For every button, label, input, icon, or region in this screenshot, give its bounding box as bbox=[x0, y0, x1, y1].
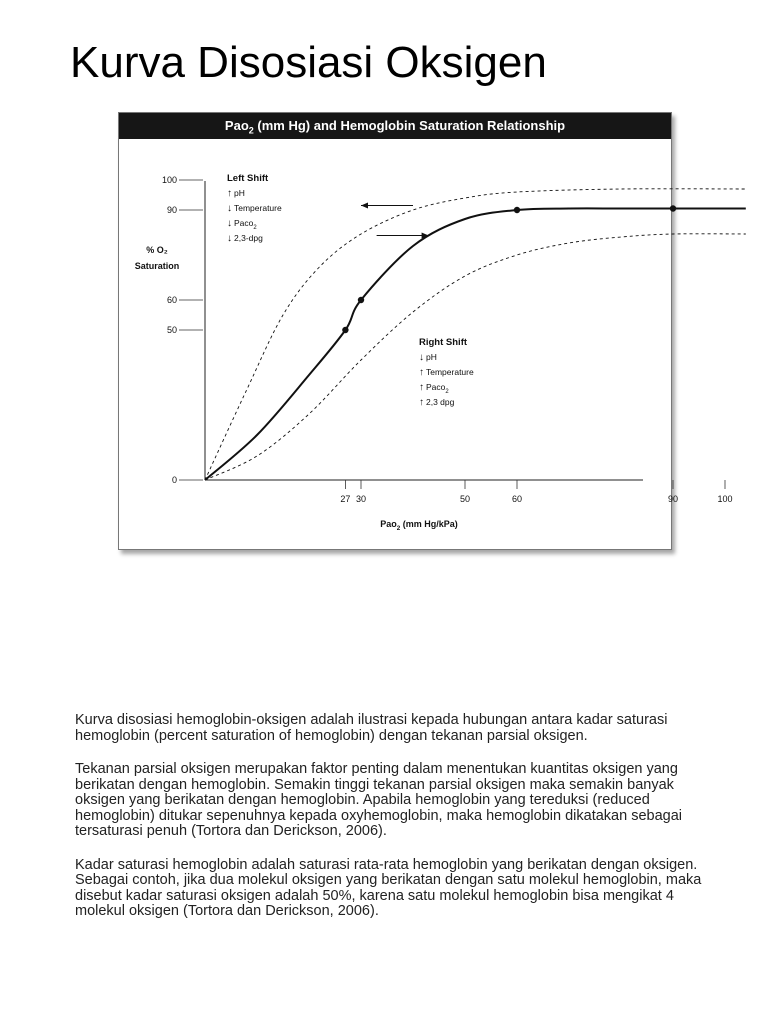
paragraph-1: Kurva disosiasi hemoglobin-oksigen adalah ilustrasi kepada hubungan antara kadar saturasi hemoglobin (percent saturation of hemoglobin) dengan tekanan parsial oksigen. bbox=[75, 712, 668, 744]
shift-curve-dashed-2 bbox=[205, 234, 746, 480]
left-shift-item-3: 2,3-dpg bbox=[234, 233, 263, 243]
x-tick-label-0: 27 bbox=[340, 494, 351, 504]
x-axis-label: Pao$_2$ (mm Hg/kPa) bbox=[380, 519, 458, 532]
oxygen-dissociation-curve-0 bbox=[205, 208, 746, 480]
left-shift-item-3-arrow-icon: ↓ bbox=[227, 233, 232, 244]
y-axis-label-line-2: Saturation bbox=[134, 261, 180, 271]
x-tick-label-2: 50 bbox=[459, 494, 471, 504]
right-shift-item-2: Paco$_2$ bbox=[426, 382, 449, 395]
left-shift-item-0: pH bbox=[234, 188, 245, 198]
left-shift-item-1: Temperature bbox=[234, 203, 282, 213]
left-shift-heading: Left Shift bbox=[227, 173, 269, 184]
right-shift-item-2-arrow-icon: ↑ bbox=[419, 382, 424, 393]
data-point-marker-0 bbox=[342, 327, 348, 333]
data-point-marker-3 bbox=[670, 205, 676, 211]
x-tick-label-4: 90 bbox=[667, 494, 679, 504]
y-tick-label-1: 50 bbox=[166, 325, 177, 335]
chart-title-post: (mm Hg) and Hemoglobin Saturation Relationship bbox=[253, 118, 566, 133]
paragraph-3: Kadar saturasi hemoglobin adalah saturasi rata-rata hemoglobin yang berikatan dengan oksigen. Sebagai contoh, jika dua molekul oksigen yang berikatan dengan satu molekul hemoglobin, maka disebut kadar saturasi oksigen adalah 50%, karena satu molekul hemoglobin bisa mengikat 4 molekul oksigen (Tortora dan Derickson, 2006). bbox=[75, 856, 702, 919]
slide-title: Kurva Disosiasi Oksigen bbox=[70, 38, 547, 87]
x-tick-label-1: 30 bbox=[355, 494, 367, 504]
y-tick-label-3: 90 bbox=[166, 205, 177, 215]
data-point-marker-2 bbox=[514, 207, 520, 213]
shift-curve-dashed-1 bbox=[205, 189, 746, 480]
right-shift-item-0-arrow-icon: ↓ bbox=[419, 352, 424, 363]
right-shift-item-1-arrow-icon: ↑ bbox=[419, 367, 424, 378]
x-tick-label-5: 100 bbox=[717, 494, 733, 504]
right-shift-item-3: 2,3 dpg bbox=[426, 397, 455, 407]
right-shift-heading: Right Shift bbox=[419, 337, 468, 348]
right-shift-item-1: Temperature bbox=[426, 367, 474, 377]
x-tick-label-3: 60 bbox=[511, 494, 523, 504]
right-shift-item-0: pH bbox=[426, 352, 437, 362]
chart-title-sub: 2 bbox=[248, 125, 254, 136]
chart-title-pre: Pao bbox=[224, 118, 249, 133]
left-shift-item-2: Paco$_2$ bbox=[234, 218, 257, 231]
shift-arrow-left-head bbox=[361, 203, 368, 209]
y-axis-label-line-1: % O₂ bbox=[146, 245, 168, 255]
y-tick-label-4: 100 bbox=[161, 175, 177, 185]
body-text bbox=[75, 713, 725, 938]
right-shift-item-3-arrow-icon: ↑ bbox=[419, 397, 424, 408]
oxygen-dissociation-chart bbox=[119, 113, 733, 549]
chart-figure bbox=[118, 112, 733, 550]
data-point-marker-1 bbox=[358, 297, 364, 303]
y-tick-label-0: 0 bbox=[171, 475, 177, 485]
left-shift-item-0-arrow-icon: ↑ bbox=[227, 188, 232, 199]
left-shift-item-2-arrow-icon: ↓ bbox=[227, 218, 232, 229]
y-tick-label-2: 60 bbox=[166, 295, 177, 305]
left-shift-item-1-arrow-icon: ↓ bbox=[227, 203, 232, 214]
paragraph-2: Tekanan parsial oksigen merupakan faktor penting dalam menentukan kuantitas oksigen yang berikatan dengan hemoglobin. Semakin tinggi tekanan parsial oksigen maka semakin banyak oksigen yang berikatan dengan hemoglobin. Apabila hemoglobin yang tereduksi (reduced hemoglobin) ditukar sepenuhnya kepada oxyhemoglobin, maka hemoglobin dikatakan sebagai tersaturasi penuh (Tortora dan Derickson, 2006). bbox=[75, 761, 682, 839]
